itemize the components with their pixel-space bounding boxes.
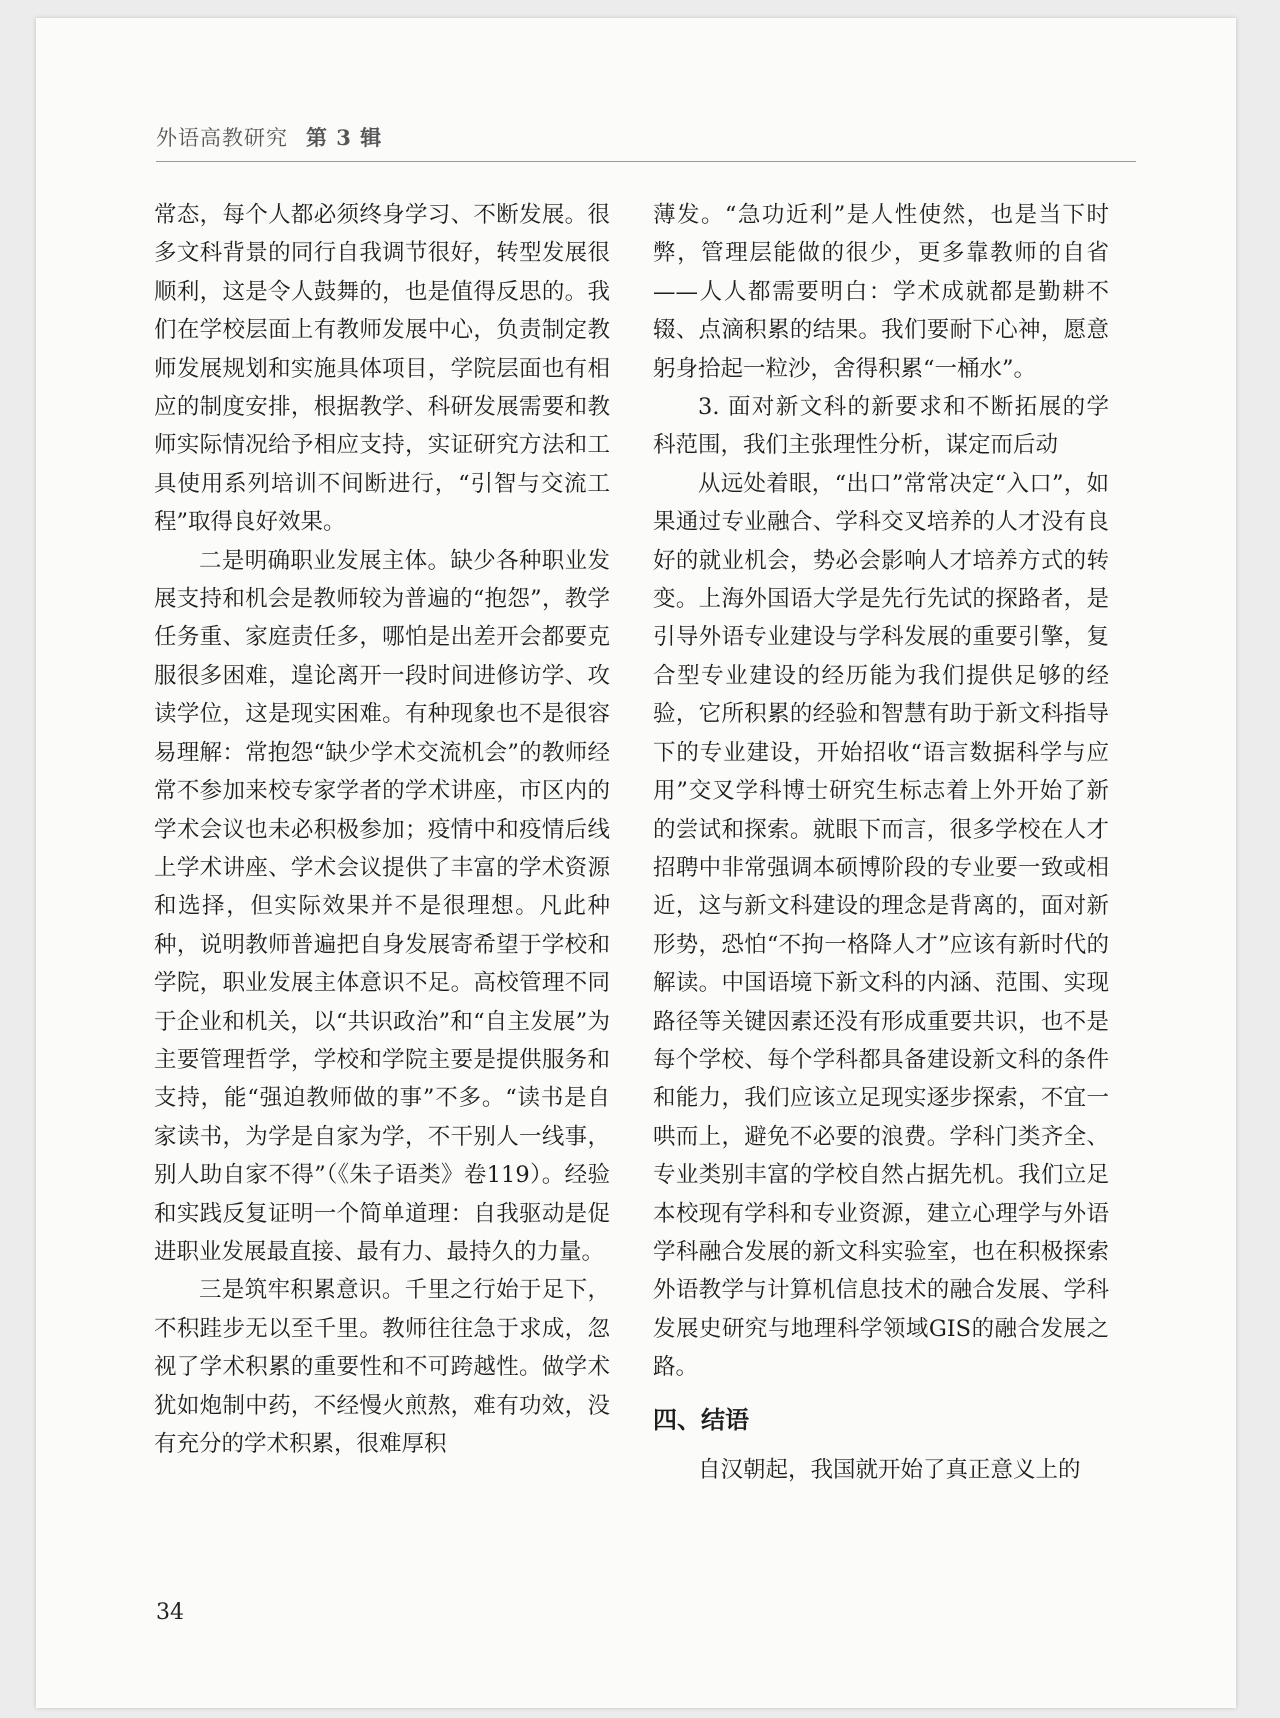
paragraph-continued: 常态，每个人都必须终身学习、不断发展。很多文科背景的同行自我调节很好，转型发展很顺利，这是令人鼓舞的，也是值得反思的。我们在学校层面上有教师发展中心，负责制定教师发展规划和实施具体项目，学院层面也有相应的制度安排，根据教学、科研发展需要和教师实际情况给予相应支持，实证研究方法和工具使用系列培训不间断进行，“引智与交流工程”取得良好效果。 [154,202,610,536]
right-column [653,196,1109,1489]
page-number: 34 [156,1600,184,1625]
paragraph: 从远处着眼，“出口”常常决定“入口”，如果通过专业融合、学科交叉培养的人才没有良好的就业机会，势必会影响人才培养方式的转变。上海外国语大学是先行先试的探路者，是引导外语专业建设与学科发展的重要引擎，复合型专业建设的经历能为我们提供足够的经验，它所积累的经验和智慧有助于新文科指导下的专业建设，开始招收“语言数据科学与应用”交叉学科博士研究生标志着上外开始了新的尝试和探索。就眼下而言，很多学校在人才招聘中非常强调本硕博阶段的专业要一致或相近，这与新文科建设的理念是背离的，面对新形势，恐怕“不拘一格降人才”应该有新时代的解读。中国语境下新文科的内涵、范围、实现路径等关键因素还没有形成重要共识，也不是每个学校、每个学科都具备建设新文科的条件和能力，我们应该立足现实逐步探索，不宜一哄而上，避免不必要的浪费。学科门类齐全、专业类别丰富的学校自然占据先机。我们立足本校现有学科和专业资源，建立心理学与外语学科融合发展的新文科实验室，也在积极探索外语教学与计算机信息技术的融合发展、学科发展史研究与地理科学领域GIS的融合发展之路。 [653,470,1109,1381]
section-heading-conclusion: 四、结语 [653,1405,749,1434]
numbered-subheading: 3. 面对新文科的新要求和不断拓展的学科范围，我们主张理性分析，谋定而后动 [653,394,1109,459]
running-header [156,122,382,152]
header-rule [156,161,1136,162]
paragraph-point-three: 三是筑牢积累意识。千里之行始于足下，不积跬步无以至千里。教师往往急于求成，忽视了学术积累的重要性和不可跨越性。做学术犹如炮制中药，不经慢火煎熬，难有功效，没有充分的学术积累，很难厚积 [154,1277,610,1457]
paragraph-continued: 薄发。“急功近利”是人性使然，也是当下时弊，管理层能做的很少，更多靠教师的自省——人人都需要明白：学术成就都是勤耕不辍、点滴积累的结果。我们要耐下心神，愿意躬身拾起一粒沙，舍得积累“一桶水”。 [653,202,1109,382]
document-page [36,18,1236,1708]
volume-label: 第 3 辑 [306,125,383,150]
paragraph: 自汉朝起，我国就开始了真正意义上的 [698,1457,1081,1483]
journal-title: 外语高教研究 [156,126,288,150]
left-column [154,196,610,1463]
paragraph-point-two: 二是明确职业发展主体。缺少各种职业发展支持和机会是教师较为普遍的“抱怨”，教学任务重、家庭责任多，哪怕是出差开会都要克服很多困难，遑论离开一段时间进修访学、攻读学位，这是现实困难。有种现象也不是很容易理解：常抱怨“缺少学术交流机会”的教师经常不参加来校专家学者的学术讲座，市区内的学术会议也未必积极参加；疫情中和疫情后线上学术讲座、学术会议提供了丰富的学术资源和选择，但实际效果并不是很理想。凡此种种，说明教师普遍把自身发展寄希望于学校和学院，职业发展主体意识不足。高校管理不同于企业和机关，以“共识政治”和“自主发展”为主要管理哲学，学校和学院主要是提供服务和支持，能“强迫教师做的事”不多。“读书是自家读书，为学是自家为学，不干别人一线事，别人助自家不得”（《朱子语类》卷119）。经验和实践反复证明一个简单道理：自我驱动是促进职业发展最直接、最有力、最持久的力量。 [154,547,610,1265]
